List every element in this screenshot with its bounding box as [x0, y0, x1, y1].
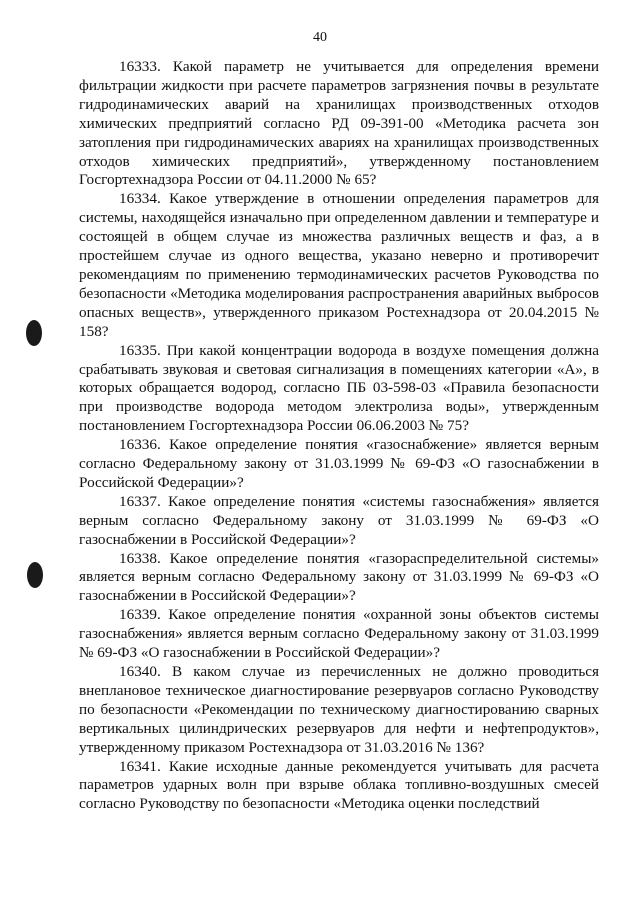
- question-text: Какие исходные данные рекомендуется учитывать для расчета параметров ударных волн при взрыве облака топливно-воздушных смесей согласно Руководству по безопасности «Методика оценки последствий: [79, 757, 600, 813]
- question-number: 16336.: [119, 436, 161, 454]
- question-text: Какое определение понятия «системы газоснабжения» является верным согласно Федеральному закону от 31.03.1999 № 69-ФЗ «О газоснабжении в Российской Федерации»?: [79, 492, 599, 548]
- question-paragraph: [79, 493, 599, 550]
- punch-hole-mark: [27, 562, 43, 588]
- question-number: 16338.: [119, 549, 161, 567]
- question-paragraph: [79, 758, 599, 815]
- question-text: Какое определение понятия «газораспределительной системы» является верным согласно Федеральному закону от 31.03.1999 № 69-ФЗ «О газоснабжении в Российской Федерации»?: [79, 549, 600, 605]
- question-paragraph: [79, 436, 599, 493]
- question-paragraph: [79, 663, 599, 758]
- question-paragraph: [79, 190, 599, 341]
- question-text: Какой параметр не учитывается для определения времени фильтрации жидкости при расчете параметров загрязнения почвы в результате гидродинамических аварий на хранилищах производственных отходов химических предприятий согласно РД 09-391-00 «Методика расчета зон затопления при гидродинамических авариях на хранилищах производственных отходов химических предприятий», утвержденному постановлением Госгортехнадзора России от 04.11.2000 № 65?: [79, 58, 600, 189]
- question-text: Какое утверждение в отношении определения параметров для системы, находящейся изначально при определенном давлении и температуре и состоящей в общем случае из множества различных веществ и фаз, а в простейшем случае из одного вещества, указано неверно и противоречит рекомендациям по применению термодинамических расчетов Руководства по безопасности «Методика моделирования распространения аварийных выбросов опасных веществ», утвержденного приказом Ростехнадзора от 20.04.2015 № 158?: [79, 190, 599, 340]
- question-text: В каком случае из перечисленных не должно проводиться внеплановое техническое диагностирование резервуаров согласно Руководству по безопасности «Рекомендации по техническому диагностированию сварных вертикальных цилиндрических резервуаров для нефти и нефтепродуктов», утвержденному приказом Ростехнадзора от 31.03.2016 № 136?: [79, 663, 599, 756]
- question-number: 16339.: [119, 606, 161, 624]
- question-text: При какой концентрации водорода в воздухе помещения должна срабатывать звуковая и световая сигнализация в помещениях категории «А», в которых обращается водород, согласно ПБ 03-598-03 «Правила безопасности при производстве водорода методом электролиза воды», утвержденным постановлением Госгортехнадзора России 06.06.2003 № 75?: [79, 341, 600, 435]
- question-number: 16340.: [119, 663, 161, 680]
- question-number: 16334.: [119, 190, 161, 208]
- question-paragraph: [79, 58, 599, 190]
- question-text: Какое определение понятия «газоснабжение» является верным согласно Федеральному закону от 31.03.1999 № 69-ФЗ «О газоснабжении в Российской Федерации»?: [79, 436, 599, 491]
- question-number: 16337.: [119, 492, 161, 510]
- page-number: 40: [313, 30, 327, 45]
- question-number: 16335.: [119, 341, 161, 359]
- question-number: 16333.: [119, 58, 161, 75]
- punch-hole-mark: [26, 320, 42, 346]
- question-number: 16341.: [119, 757, 161, 775]
- question-paragraph: [79, 342, 599, 437]
- question-paragraph: [79, 550, 599, 607]
- question-paragraph: [79, 606, 599, 663]
- question-list: [79, 58, 599, 814]
- question-text: Какое определение понятия «охранной зоны объектов системы газоснабжения» является верным согласно Федеральному закону от 31.03.1999 № 69-ФЗ «О газоснабжении в Российской Федерации»?: [79, 606, 599, 662]
